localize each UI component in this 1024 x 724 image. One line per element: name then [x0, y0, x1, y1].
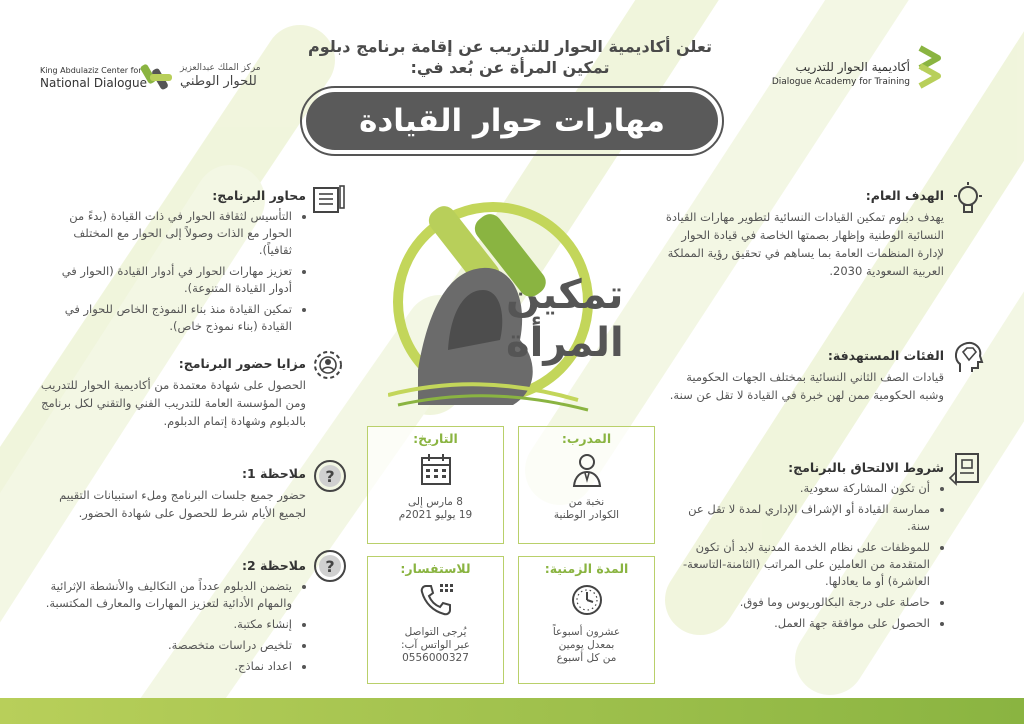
benefits-title: مزايا حضور البرنامج: [178, 356, 306, 371]
conditions-checklist-icon [946, 448, 986, 488]
section-note1 [38, 466, 306, 522]
axes-item: • تعزيز مهارات الحوار في أدوار القيادة (الحوار في أدوار القيادة المتنوعة). [38, 263, 292, 297]
headline [290, 36, 730, 78]
note1-title: ملاحظة 1: [241, 466, 306, 481]
axes-title: محاور البرنامج: [212, 188, 306, 203]
duration-box [518, 556, 655, 684]
book-pen-icon [308, 180, 348, 220]
section-target [662, 348, 944, 404]
trainer-box-line2: الكوادر الوطنية [553, 509, 620, 521]
section-note2 [38, 558, 306, 679]
trainer-box-line1: نخبة من [568, 496, 605, 508]
goal-title: الهدف العام: [865, 188, 944, 203]
axes-list [38, 208, 306, 335]
calendar-icon [416, 450, 456, 490]
head-diamond-icon [948, 338, 988, 378]
headline-line1: تعلن أكاديمية الحوار للتدريب عن إقامة برنامج دبلوم [308, 37, 712, 56]
kacnd-logo-ar-line2: للحوار الوطني [180, 74, 257, 89]
center-logo-word1: تمكين [506, 272, 624, 318]
conditions-item: • أن تكون المشاركة سعودية. [662, 480, 930, 497]
note2-title: ملاحظة 2: [241, 558, 306, 573]
footer-bar [0, 698, 1024, 724]
lightbulb-icon [948, 180, 988, 220]
svg-text:?: ? [325, 467, 335, 486]
axes-item: • تمكين القيادة منذ بناء النموذج الخاص للحوار في القيادة (بناء نموذج خاص). [38, 301, 292, 335]
duration-box-line2: بمعدل يومين [558, 639, 615, 651]
note2-item: • اعداد نماذج. [38, 658, 292, 675]
inquiry-box-title: للاستفسار: [400, 561, 471, 576]
target-title: الفئات المستهدفة: [827, 348, 944, 363]
inquiry-phone-number: 0556000327 [402, 652, 469, 664]
inquiry-box [367, 556, 504, 684]
question-icon [310, 456, 350, 496]
target-body: قيادات الصف الثاني النسائية بمختلف الجهات الحكومية وشبه الحكومية ممن لهن خبرة في القيادة لا تقل عن سنة. [669, 370, 944, 402]
date-box [367, 426, 504, 544]
section-benefits [38, 356, 306, 430]
center-logo-word2: المرأة [506, 320, 624, 366]
benefits-body: الحصول على شهادة معتمدة من أكاديمية الحوار للتدريب ومن المؤسسة العامة للتدريب الفني والتقني لكل برنامج بالدبلوم وشهادة إتمام الدبلوم. [40, 378, 306, 428]
women-empowerment-logo [388, 190, 648, 415]
conditions-item: • للموظفات على نظام الخدمة المدنية لابد أن تكون المتقدمة من العاملين على المراتب (الثامنة-التاسعة-العاشرة) أو ما يعادلها. [662, 539, 930, 590]
gear-user-icon [308, 345, 348, 385]
goal-body: يهدف دبلوم تمكين القيادات النسائية لتطوير مهارات القيادة النسائية الوطنية وإظهار بصمتها الخاصة في قيادة الحوار لإدارة المنظمات العامة بما يساهم في تحقيق رؤية المملكة العربية السعودية 2030. [665, 210, 944, 278]
conditions-item: • ممارسة القيادة أو الإشراف الإداري لمدة لا تقل عن سنة. [662, 501, 930, 535]
phone-icon [416, 580, 456, 620]
note1-body: حضور جميع جلسات البرنامج وملء استبيانات التقييم لجميع الأيام شرط للحصول على شهادة الحضور. [59, 488, 306, 520]
question-icon [310, 546, 350, 586]
trainer-icon [567, 450, 607, 490]
conditions-item: • الحصول على موافقة جهة العمل. [662, 615, 930, 632]
duration-box-title: المدة الزمنية: [544, 561, 629, 576]
date-box-line2: 19 يوليو 2021م [398, 509, 473, 521]
academy-logo [771, 44, 946, 94]
section-conditions [662, 460, 944, 636]
title-banner [300, 86, 724, 156]
academy-logo-en: Dialogue Academy for Training [771, 77, 910, 87]
duration-box-line3: من كل أسبوع [556, 652, 617, 664]
inquiry-box-line1: يُرجى التواصل [404, 626, 467, 638]
note2-item: • يتضمن الدبلوم عدداً من التكاليف والأنشطة الإثرائية والمهام الأدائية لتعزيز المهارات والمعارف المكتسبة. [38, 578, 292, 612]
note2-list [38, 578, 306, 675]
trainer-box-title: المدرب: [561, 431, 612, 446]
axes-item: • التأسيس لثقافة الحوار في ذات القيادة (بدءً من الحوار مع الذات وصولاً إلى الحوار مع المختلف ثقافياً). [38, 208, 292, 259]
conditions-list [662, 480, 944, 632]
kacnd-logo-ar-line1: مركز الملك عبدالعزيز [180, 63, 261, 73]
page-title: مهارات حوار القيادة [306, 92, 718, 150]
clock-icon [567, 580, 607, 620]
conditions-item: • حاصلة على درجة البكالوريوس وما فوق. [662, 594, 930, 611]
section-axes [38, 188, 306, 339]
note2-item: • تلخيص دراسات متخصصة. [38, 637, 292, 654]
svg-text:?: ? [325, 557, 335, 576]
kacnd-mark-icon [140, 58, 176, 96]
section-goal [662, 188, 944, 280]
kacnd-logo-en-line1: King Abdulaziz Center for [40, 66, 142, 75]
trainer-box [518, 426, 655, 544]
headline-line2: تمكين المرأة عن بُعد في: [410, 58, 610, 77]
kacnd-logo-en-line2: National Dialogue [40, 76, 148, 90]
date-box-title: التاريخ: [413, 431, 458, 446]
duration-box-line1: عشرون أسبوعاً [552, 626, 621, 638]
kacnd-logo [40, 58, 270, 98]
academy-mark-icon [916, 44, 946, 90]
academy-logo-ar: أكاديمية الحوار للتدريب [795, 60, 910, 74]
inquiry-box-line2: عبر الواتس آب: [400, 639, 470, 651]
conditions-title: شروط الالتحاق بالبرنامج: [788, 460, 944, 475]
note2-item: • إنشاء مكتبة. [38, 616, 292, 633]
date-box-line1: 8 مارس إلى [408, 496, 463, 508]
